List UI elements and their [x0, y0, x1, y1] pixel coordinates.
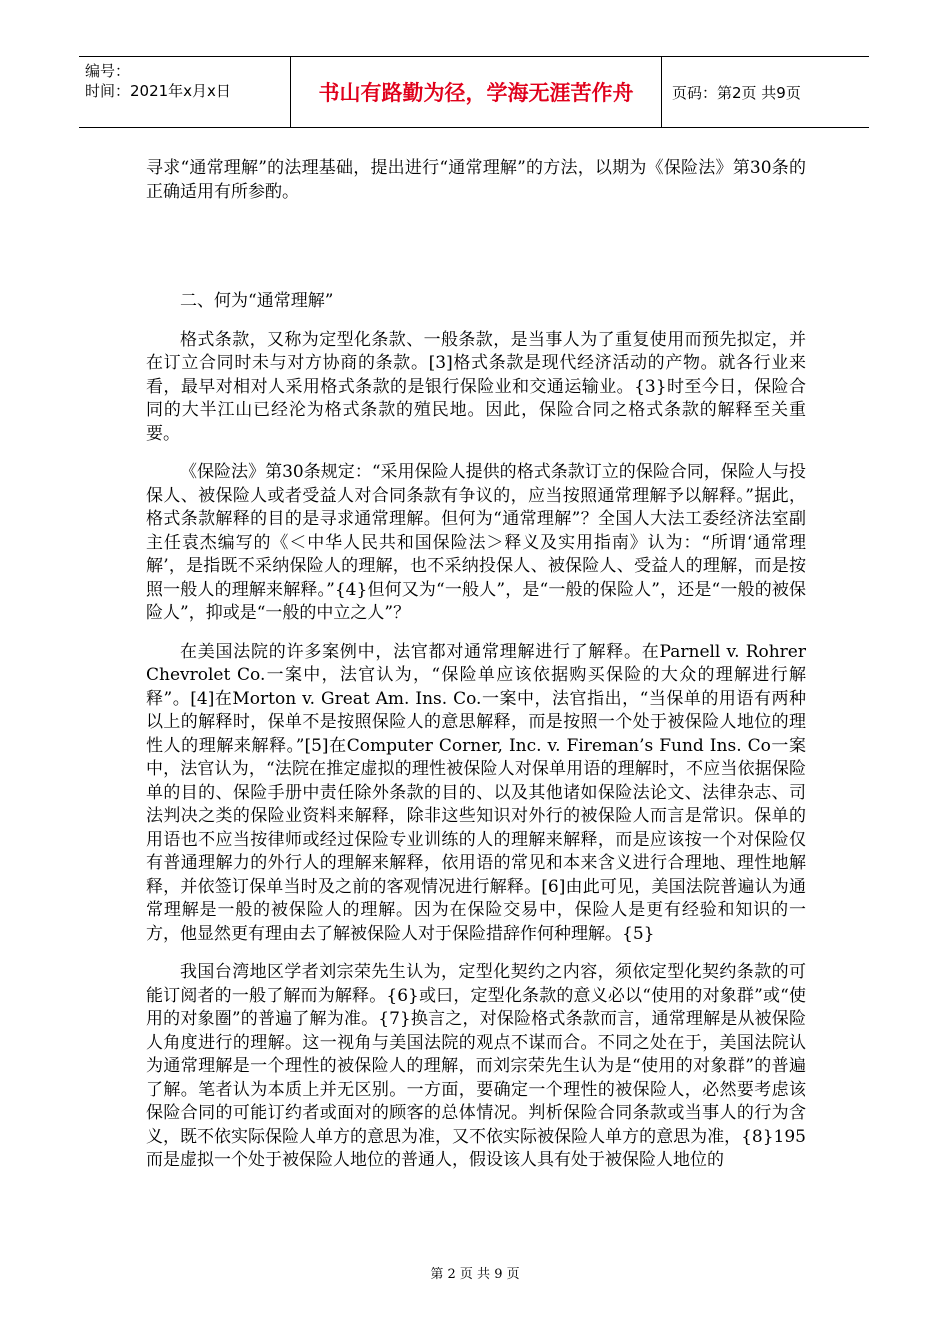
header-meta — [79, 57, 291, 127]
footer-page-number: 第 2 页 共 9 页 — [430, 1267, 520, 1282]
spacer — [146, 204, 806, 290]
document-number-label: 编号： — [85, 62, 131, 80]
document-body — [146, 157, 806, 1173]
spacer — [146, 946, 806, 961]
paragraph-us-courts: 在美国法院的许多案例中，法官都对通常理解进行了解释。在Parnell v. Rohrer Chevrolet Co.一案中，法官认为，“保险单应该依据购买保险的大众的理解进行解释”。[4]在Morton v. Great Am. Ins. Co.一案中，法官指出，“当保单的用语有两种以上的解释时，保单不是按照保险人的意思解释，而是按照一个处于被保险人地位的理性人的理解来解释。”[5]在Computer Corner, Inc. v. Fireman’s Fund Ins. Co一案中，法官认为，“法院在推定虚拟的理性被保险人对保单用语的理解时，不应当依据保险单的目的、保险手册中责任除外条款的目的、以及其他诸如保险法论文、法律杂志、司法判决之类的保险业资料来解释，除非这些知识对外行的被保险人而言是常识。保单的用语也不应当按律师或经过保险专业训练的人的理解来解释，而是应该按一个对保险仅有普通理解力的外行人的理解来解释，依用语的常见和本来含义进行合理地、理性地解释，并依签订保单当时及之前的客观情况进行解释。[6]由此可见，美国法院普遍认为通常理解是一般的被保险人的理解。因为在保险交易中，保险人是更有经验和知识的一方，他显然更有理由去了解被保险人对于保险措辞作何种理解。{5} — [146, 641, 806, 944]
header-motto — [291, 57, 662, 127]
header-page-info — [662, 57, 869, 127]
spacer — [146, 626, 806, 641]
paragraph-taiwan-scholar: 我国台湾地区学者刘宗荣先生认为，定型化契约之内容，须依定型化契约条款的可能订阅者的一般了解而为解释。{6}或曰，定型化条款的意义必以“使用的对象群”或“使用的对象圈”的普遍了解为准。{7}换言之，对保险格式条款而言，通常理解是从被保险人角度进行的理解。这一视角与美国法院的观点不谋而合。不同之处在于，美国法院认为通常理解是一个理性的被保险人的理解，而刘宗荣先生认为是“使用的对象群”的普遍了解。笔者认为本质上并无区别。一方面，要确定一个理性的被保险人，必然要考虑该保险合同的可能订约者或面对的顾客的总体情况。判析保险合同条款或当事人的行为含义，既不依实际保险人单方的意思为准，又不依实际被保险人单方的意思为准，{8}195而是虚拟一个处于被保险人地位的普通人，假设该人具有处于被保险人地位的 — [146, 962, 806, 1170]
page-info-text: 页码：第2页 共9页 — [672, 83, 801, 102]
paragraph-continued: 寻求“通常理解”的法理基础，提出进行“通常理解”的方法，以期为《保险法》第30条的正确适用有所参酌。 — [146, 158, 806, 202]
spacer — [146, 446, 806, 461]
paragraph-insurance-law-art30: 《保险法》第30条规定：“采用保险人提供的格式条款订立的保险合同，保险人与投保人、被保险人或者受益人对合同条款有争议的，应当按照通常理解予以解释。”据此，格式条款解释的目的是寻求通常理解。但何为“通常理解”？全国人大法工委经济法室副主任袁杰编写的《＜中华人民共和国保险法＞释义及实用指南》认为：“所谓‘通常理解’，是指既不采纳保险人的理解，也不采纳投保人、被保险人、受益人的理解，而是按照一般人的理解来解释。”{4}但何又为“一般人”，是“一般的保险人”，还是“一般的被保险人”，抑或是“一般的中立之人”？ — [146, 462, 806, 623]
spacer — [146, 314, 806, 329]
document-time-label: 时间：2021年x月x日 — [85, 82, 231, 100]
motto-text: 书山有路勤为径，学海无涯苦作舟 — [318, 81, 634, 105]
section-heading: 二、何为“通常理解” — [180, 291, 334, 311]
page-header — [79, 56, 869, 128]
paragraph-format-clauses: 格式条款，又称为定型化条款、一般条款，是当事人为了重复使用而预先拟定，并在订立合同时未与对方协商的条款。[3]格式条款是现代经济活动的产物。就各行业来看，最早对相对人采用格式条款的是银行保险业和交通运输业。{3}时至今日，保险合同的大半江山已经沦为格式条款的殖民地。因此，保险合同之格式条款的解释至关重要。 — [146, 329, 806, 444]
page-footer — [0, 1263, 950, 1282]
